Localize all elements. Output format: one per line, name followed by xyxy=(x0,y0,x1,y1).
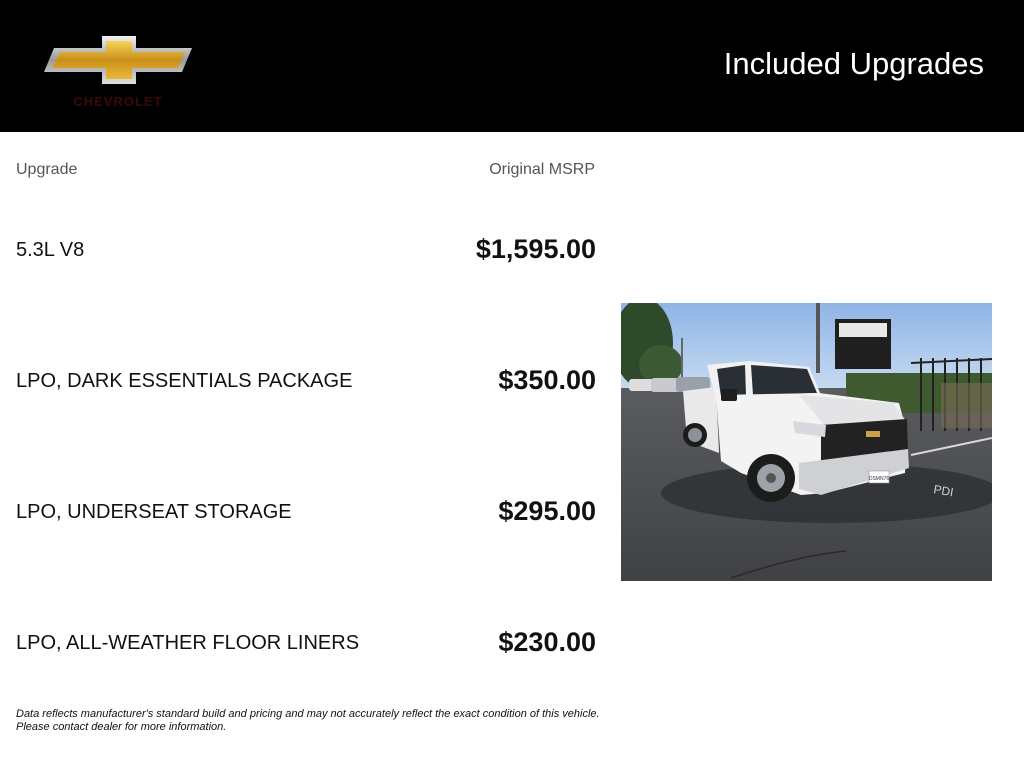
vehicle-photo xyxy=(621,303,992,581)
upgrade-price: $1,595.00 xyxy=(475,234,596,264)
stall-marking: PDI xyxy=(932,482,955,500)
page-title: Included Upgrades xyxy=(723,46,984,81)
upgrade-price: $295.00 xyxy=(498,496,596,526)
upgrade-price: $350.00 xyxy=(498,365,596,395)
column-header-upgrade: Upgrade xyxy=(16,161,78,178)
page-header xyxy=(0,0,1024,132)
disclaimer xyxy=(16,708,616,734)
upgrade-name: LPO, UNDERSEAT STORAGE xyxy=(16,501,292,523)
upgrade-name: 5.3L V8 xyxy=(16,239,85,261)
chevrolet-logo xyxy=(44,34,194,110)
disclaimer-line-1: Data reflects manufacturer's standard build and pricing and may not accurately reflect the exact condition of this vehicle. xyxy=(16,708,600,720)
column-header-msrp: Original MSRP xyxy=(489,161,595,178)
disclaimer-line-2: Please contact dealer for more information. xyxy=(16,721,227,733)
license-plate-text: DSMN76 xyxy=(868,476,890,482)
chevrolet-bowtie-icon xyxy=(44,34,194,90)
chevrolet-wordmark: CHEVROLET xyxy=(73,94,163,109)
upgrade-name: LPO, DARK ESSENTIALS PACKAGE xyxy=(16,370,353,392)
upgrade-name: LPO, ALL-WEATHER FLOOR LINERS xyxy=(16,632,360,654)
upgrade-price: $230.00 xyxy=(498,627,596,657)
